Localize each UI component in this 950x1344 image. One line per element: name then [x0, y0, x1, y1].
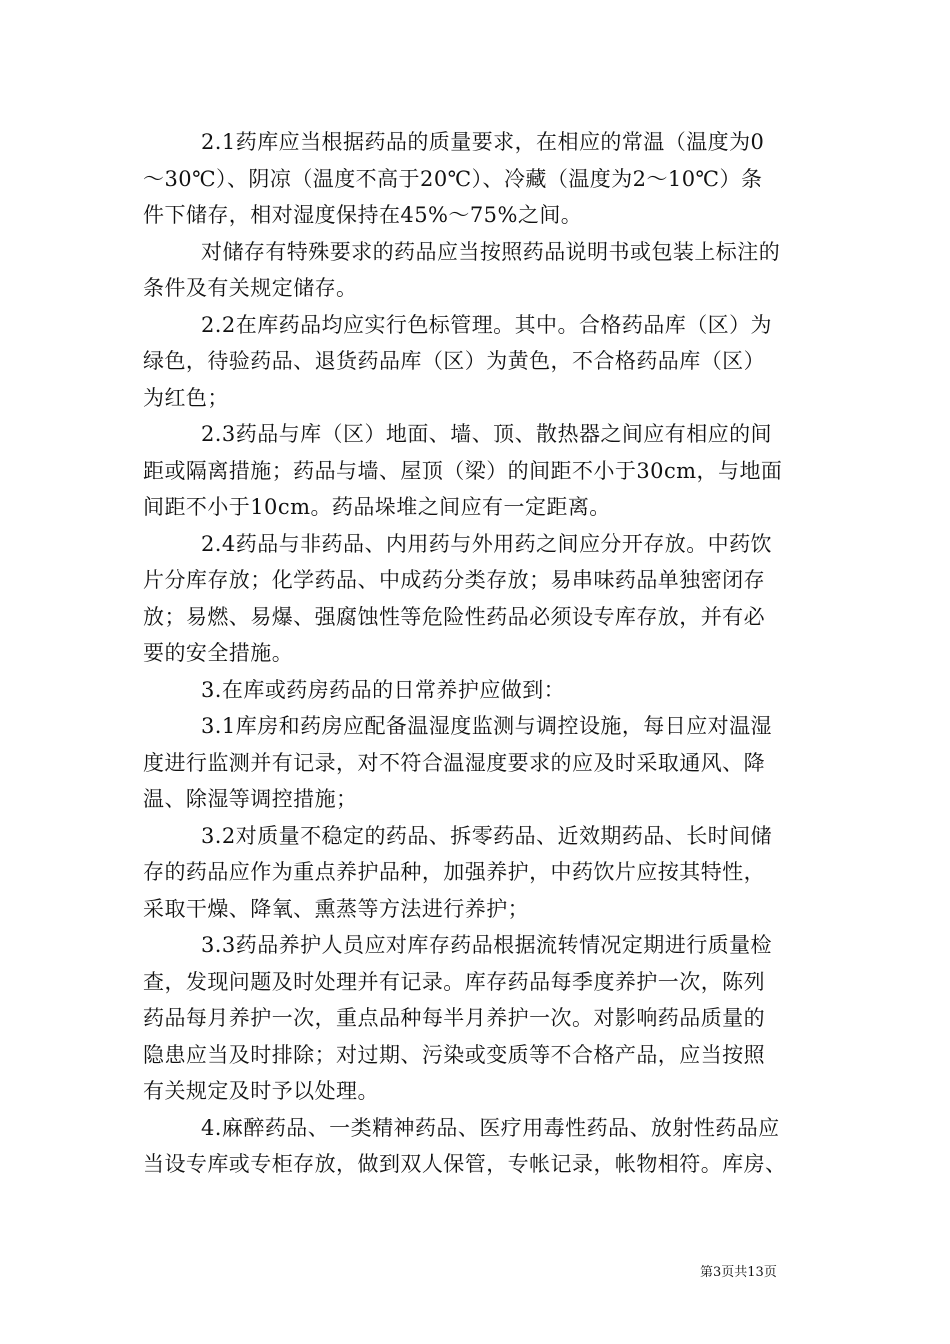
text-line: 存的药品应作为重点养护品种，加强养护，中药饮片应按其特性，: [143, 860, 766, 884]
text-line: 查，发现问题及时处理并有记录。库存药品每季度养护一次，陈列: [143, 969, 766, 994]
text-line: 间距不小于10cm。药品垛堆之间应有一定距离。: [143, 495, 611, 519]
text-line: 当设专库或专柜存放，做到双人保管，专帐记录，帐物相符。库房、: [143, 1152, 787, 1176]
text-line: 2.4药品与非药品、内用药与外用药之间应分开存放。中药饮: [201, 531, 772, 556]
text-line: 3.3药品养护人员应对库存药品根据流转情况定期进行质量检: [201, 933, 772, 957]
paragraph: [143, 124, 823, 234]
text-line: ～30℃）、阴凉（温度不高于20℃）、冷藏（温度为2～10℃）条: [143, 166, 763, 191]
text-line: 放；易燃、易爆、强腐蚀性等危险性药品必须设专库存放，并有必: [143, 604, 766, 629]
document-body: [143, 124, 823, 1183]
paragraph: [143, 234, 823, 307]
text-line: 件下储存，相对湿度保持在45%～75%之间。: [143, 203, 583, 227]
text-line: 片分库存放；化学药品、中成药分类存放；易串味药品单独密闭存: [143, 568, 766, 592]
paragraph: [143, 708, 823, 818]
text-line: 度进行监测并有记录，对不符合温湿度要求的应及时采取通风、降: [143, 750, 766, 775]
paragraph: [143, 416, 823, 526]
text-line: 3.2对质量不稳定的药品、拆零药品、近效期药品、长时间储: [201, 823, 772, 848]
text-line: 条件及有关规定储存。: [143, 276, 358, 300]
paragraph: [143, 1110, 823, 1183]
text-line: 为红色；: [143, 385, 229, 410]
text-line: 绿色，待验药品、退货药品库（区）为黄色，不合格药品库（区）: [143, 349, 766, 373]
paragraph: [143, 526, 823, 672]
text-line: 4.麻醉药品、一类精神药品、医疗用毒性药品、放射性药品应: [201, 1115, 780, 1140]
text-line: 采取干燥、降氧、熏蒸等方法进行养护；: [143, 896, 530, 921]
paragraph: [143, 927, 823, 1110]
text-line: 2.3药品与库（区）地面、墙、顶、散热器之间应有相应的间: [201, 422, 772, 446]
text-line: 3.在库或药房药品的日常养护应做到：: [201, 677, 566, 702]
paragraph: [143, 818, 823, 928]
page-number: 第3页共13页: [700, 1265, 777, 1280]
text-line: 3.1库房和药房应配备温湿度监测与调控设施，每日应对温湿: [201, 714, 772, 738]
paragraph: [143, 307, 823, 417]
text-line: 有关规定及时予以处理。: [143, 1079, 379, 1103]
text-line: 2.1药库应当根据药品的质量要求，在相应的常温（温度为0: [201, 130, 765, 154]
text-line: 药品每月养护一次，重点品种每半月养护一次。对影响药品质量的: [143, 1006, 766, 1030]
text-line: 距或隔离措施；药品与墙、屋顶（梁）的间距不小于30cm，与地面: [143, 458, 783, 483]
text-line: 要的安全措施。: [143, 641, 294, 665]
text-line: 对储存有特殊要求的药品应当按照药品说明书或包装上标注的: [201, 239, 781, 264]
text-line: 隐患应当及时排除；对过期、污染或变质等不合格产品，应当按照: [143, 1042, 766, 1067]
text-line: 2.2在库药品均应实行色标管理。其中。合格药品库（区）为: [201, 312, 772, 337]
text-line: 温、除湿等调控措施；: [143, 787, 358, 811]
paragraph: [143, 672, 823, 709]
